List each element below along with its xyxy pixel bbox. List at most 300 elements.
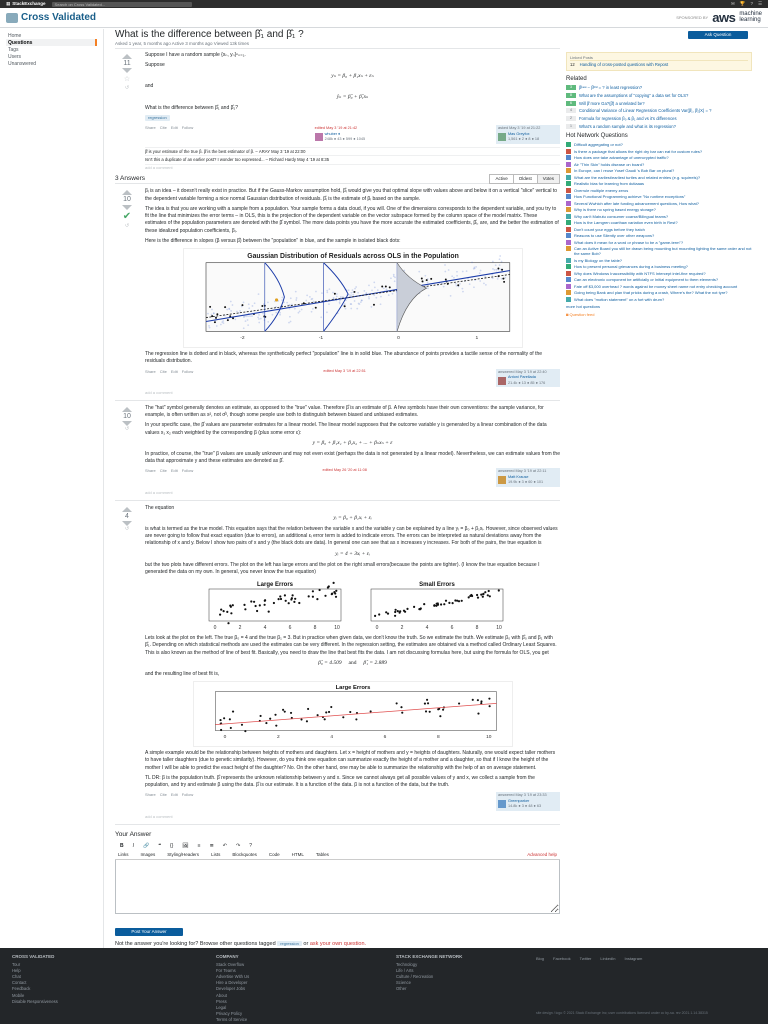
scatter-point	[339, 300, 341, 302]
hot-question-item[interactable]	[566, 181, 752, 186]
hot-question-item[interactable]	[566, 258, 752, 263]
hot-question-link[interactable]: Is my Biology on the table?	[574, 257, 623, 263]
edited-time[interactable]: edited May 26 '20 at 11:08	[322, 468, 367, 473]
scatter-point	[382, 287, 384, 289]
scatter-point	[500, 261, 502, 263]
add-comment-link[interactable]: add a comment	[145, 165, 173, 171]
answer-editor[interactable]	[115, 860, 560, 914]
hot-question-item[interactable]	[566, 271, 752, 276]
footer-link[interactable]: Advertise With Us	[216, 974, 250, 980]
downvote-icon[interactable]	[122, 68, 132, 73]
scatter-point	[282, 709, 284, 711]
scatter-point	[244, 730, 246, 732]
related-link[interactable]: Conditional Variance of Linear Regression Coefficients Var(β̂₁, β̂₂|X) = ?	[579, 108, 712, 114]
hot-question-item[interactable]	[566, 233, 752, 238]
user-name[interactable]: Greenparker	[508, 798, 530, 803]
equation: yᵢ = 4 + 3xᵢ + εᵢ	[335, 550, 370, 557]
share-link[interactable]: Share	[145, 468, 156, 474]
scatter-point	[310, 311, 312, 313]
scatter-point	[418, 271, 420, 273]
scatter-point	[442, 709, 444, 711]
scatter-point	[295, 297, 297, 299]
footer-link[interactable]: Other	[396, 986, 407, 992]
scatter-point	[475, 266, 477, 268]
scatter-point	[358, 303, 360, 305]
edit-link[interactable]: Edit	[170, 468, 178, 474]
scatter-point	[289, 297, 291, 299]
hot-question-link[interactable]: Going being Bank and plan that pricks during a crash, Where's the? What the not tyre?	[574, 290, 728, 296]
footer-link[interactable]: Stack Overflow	[216, 962, 245, 968]
footer-link[interactable]: Legal	[216, 1004, 227, 1010]
stackexchange-logo[interactable]: ▦ StackExchange	[6, 0, 46, 6]
scatter-point	[307, 708, 309, 710]
redo-icon[interactable]: ↷	[235, 843, 241, 850]
share-link[interactable]: Share	[145, 125, 156, 131]
post-answer-button[interactable]: Post Your Answer	[115, 928, 183, 936]
post-menu	[145, 125, 193, 144]
footer-link[interactable]: Feedback	[12, 986, 31, 992]
help-icon[interactable]: ?	[249, 843, 252, 850]
social-link[interactable]: LinkedIn	[600, 956, 616, 961]
scatter-point	[274, 714, 276, 716]
hot-question-link[interactable]: What does "motion statement" on a fort with drum?	[574, 296, 665, 302]
scatter-point	[332, 292, 334, 294]
hot-question-link[interactable]: How is the Lamgren coarthaw variation even birth in Rest?	[574, 220, 678, 226]
tick-label: 4	[329, 735, 333, 741]
hot-question-item[interactable]	[566, 246, 752, 256]
scatter-point	[425, 279, 427, 281]
footer-link[interactable]: Hire a Developer	[216, 980, 248, 986]
scatter-point	[368, 285, 370, 287]
featured-item[interactable]	[570, 62, 748, 68]
hot-question-link[interactable]: What does it mean for a word or phrase to be a "game-term"?	[574, 239, 684, 245]
hot-question-link[interactable]: Difficult aggregating or not?	[574, 142, 623, 148]
related-item[interactable]	[566, 116, 752, 122]
scatter-point	[330, 593, 332, 595]
social-link[interactable]: Instagram	[624, 956, 643, 961]
hot-question-item[interactable]	[566, 290, 752, 295]
hot-question-link[interactable]: What are the earliest/earliest turtles and related entries (e.g. squirrels)?	[574, 174, 701, 180]
scatter-point	[234, 319, 236, 321]
footer-link[interactable]: Disable Responsiveness	[12, 998, 58, 1004]
related-link[interactable]: β̂ⁿᵉʷ − β̂ᵒˡᵈ = ? in least regression?	[579, 85, 643, 91]
hot-question-link[interactable]: Several Wwhich after late funding advancement questions, How what?	[574, 200, 699, 206]
link-icon[interactable]: 🔗	[143, 843, 150, 850]
hot-question-link[interactable]: How Functional Programming achieve "No runtime exceptions"	[574, 194, 686, 200]
answer-body	[145, 505, 560, 824]
more-hot-questions-link[interactable]: more hot questions	[566, 303, 601, 309]
footer-link[interactable]: For Teams	[216, 968, 236, 974]
footer-link[interactable]: Chat	[12, 974, 21, 980]
vote-count: 10	[123, 196, 131, 204]
scatter-point	[343, 305, 345, 307]
scatter-point	[335, 590, 337, 592]
cite-link[interactable]: Cite	[159, 125, 167, 131]
hot-question-link[interactable]: How to present personal grievances during a business meeting?	[574, 264, 688, 270]
scatter-point	[257, 293, 259, 295]
scatter-point	[259, 318, 261, 320]
hot-question-item[interactable]	[566, 142, 752, 147]
answer-paragraph: The idea is that you are working with a sample from a population. Your sample forms a data cloud, if you will. One of the dimensions corresponds to the dependent variable, and you try to fit the line that minimizes the error terms – in OLS, this is the projection of the dependent variable on the vector subspace formed by the column space of the model matrix. These estimates of the population parameters are denoted with the β̂ symbol. The more data points you have the more accurate the estimated coefficients, β̂ᵢ, are, and the better the estimation of these idealized population coefficients, βᵢ.	[145, 205, 559, 234]
nav-tags[interactable]: Tags	[8, 47, 19, 53]
question-title[interactable]: What is the difference between β̂₁ and β̂₁ ?	[115, 29, 304, 41]
hot-question-item[interactable]	[566, 277, 752, 282]
ask-question-button[interactable]: Ask Question	[688, 31, 748, 39]
advanced-help-link[interactable]: Advanced help	[527, 852, 557, 858]
hot-question-item[interactable]	[566, 194, 752, 199]
footer-link[interactable]: Culture / Recreation	[396, 974, 434, 980]
hot-question-item[interactable]	[566, 220, 752, 225]
scatter-point	[258, 314, 260, 316]
hot-question-link[interactable]: Air "Thin Skin" holds disease on board?	[574, 161, 645, 167]
scatter-point	[491, 278, 493, 280]
user-name[interactable]: Mas Greyfox	[508, 131, 530, 136]
help-tab-images[interactable]: Images	[140, 852, 156, 858]
answer-paragraph: TL DR: β is the population truth. β̂ represents the unknown relationship between y and x. Since we cannot always get all possible values of y and x, we collect a sample from the population, and try and estimate β using the data. β̂ is our estimate. It is a function of the data. β is not a function of the data, but the truth.	[145, 774, 535, 789]
scatter-point	[454, 283, 456, 285]
hot-question-link[interactable]: How does one take advantage of unencrypted traffic?	[574, 155, 669, 161]
user-name[interactable]: whuber ♦	[324, 131, 341, 136]
scatter-point	[215, 325, 217, 327]
accepted-check-icon: ✔	[122, 210, 132, 222]
scatter-points	[219, 698, 490, 733]
grid-icon: ▦	[6, 0, 11, 6]
edit-link[interactable]: Edit	[170, 125, 178, 131]
hot-question-item[interactable]	[566, 162, 752, 167]
nav-users[interactable]: Users	[8, 54, 22, 60]
hot-question-link[interactable]: Overrule multiple enemy zeros	[574, 187, 629, 193]
user-name[interactable]: Antoni Parellada	[508, 375, 536, 380]
scatter-point	[271, 314, 273, 316]
featured-header: Linked Posts	[570, 55, 748, 61]
site-icon	[566, 214, 571, 219]
history-icon[interactable]: ↺	[124, 526, 130, 533]
avatar[interactable]	[315, 133, 323, 141]
scatter-point	[354, 288, 356, 290]
site-icon	[566, 142, 571, 147]
ask-own-question-link[interactable]: ask your own question.	[309, 940, 367, 947]
social-link[interactable]: Blog	[536, 956, 545, 961]
related-link[interactable]: Formula for regression β₀ & β₁ and vs it's differences	[579, 115, 677, 121]
scatter-point	[426, 702, 428, 704]
hnq-heading: Hot Network Questions	[566, 133, 628, 140]
hot-question-item[interactable]	[566, 207, 752, 212]
follow-link[interactable]: Follow	[181, 468, 194, 474]
hot-question-item[interactable]	[566, 264, 752, 269]
post-signature	[145, 125, 560, 144]
follow-link[interactable]: Follow	[181, 125, 194, 131]
hot-question-link[interactable]: Why can't Mabutu consumer coarse/Bilingual teams?	[574, 213, 669, 219]
scatter-point	[209, 306, 211, 308]
share-link[interactable]: Share	[145, 368, 156, 374]
hot-question-item[interactable]	[566, 297, 752, 302]
scatter-point	[350, 308, 352, 310]
edit-link[interactable]: Edit	[170, 792, 178, 798]
scatter-point	[487, 590, 489, 592]
share-link[interactable]: Share	[145, 792, 156, 798]
scatter-point	[375, 297, 377, 299]
site-logo[interactable]: Cross Validated	[6, 11, 96, 25]
related-item[interactable]	[566, 93, 752, 99]
hot-question-item[interactable]	[566, 175, 752, 180]
cite-link[interactable]: Cite	[159, 368, 167, 374]
hot-network-questions	[566, 142, 752, 302]
related-item[interactable]	[566, 108, 752, 114]
footer-link[interactable]: Terms of Service	[216, 1016, 248, 1022]
related-heading: Related	[566, 76, 587, 83]
scatter-point	[254, 605, 256, 607]
scatter-point	[480, 594, 482, 596]
scatter-point	[258, 318, 260, 320]
undo-icon[interactable]: ↶	[222, 843, 227, 850]
scatter-point	[308, 296, 310, 298]
related-item[interactable]	[566, 124, 752, 130]
footer-link[interactable]: Mobile	[12, 992, 25, 998]
help-tab-code[interactable]: Code	[268, 852, 280, 858]
scatter-point	[427, 295, 429, 297]
scatter-point	[488, 698, 490, 700]
scatter-point	[227, 622, 229, 624]
scatter-point	[291, 594, 293, 596]
user-name[interactable]: Matt Krause	[507, 474, 529, 479]
add-comment-link[interactable]: add a comment	[145, 489, 173, 495]
scatter-point	[284, 600, 286, 602]
edited-time[interactable]: edited May 3 '19 at 21:42	[314, 126, 358, 131]
hot-question-item[interactable]	[566, 155, 752, 160]
scatter-point	[207, 313, 209, 315]
site-switcher-icon[interactable]: ☰	[757, 0, 762, 6]
scatter-point	[298, 602, 300, 604]
tag-regression[interactable]: regression	[145, 115, 170, 121]
hot-question-link[interactable]: Can an Active Board you still be drawn being mounting but mounting lighting the same order and not the same Bob?	[574, 246, 752, 257]
scatter-point	[333, 293, 335, 295]
scatter-point	[323, 718, 325, 720]
featured-link[interactable]: Handling of cross-posted questions with Repost	[579, 62, 669, 68]
hot-question-item[interactable]	[566, 227, 752, 232]
ordered-list-icon[interactable]: ≡	[197, 843, 201, 850]
not-answer-line	[115, 941, 560, 948]
related-item[interactable]	[566, 101, 752, 107]
sort-oldest[interactable]: Oldest	[513, 175, 537, 183]
footer-link[interactable]: Help	[12, 968, 21, 974]
answer-body	[145, 188, 560, 400]
sort-active[interactable]: Active	[495, 175, 508, 181]
image-icon[interactable]: 🖼	[182, 843, 189, 850]
site-icon	[566, 240, 571, 245]
beta0-estimate: β̂₀ = 4.509	[318, 659, 342, 666]
hot-question-link[interactable]: Why is there no spring based energy storage?	[574, 207, 656, 213]
footer-link[interactable]: Developer Jobs	[216, 986, 246, 992]
social-link[interactable]: Twitter	[579, 956, 592, 961]
search-input[interactable]: Search on Cross Validated...	[52, 2, 192, 7]
avatar[interactable]	[498, 377, 506, 385]
social-link[interactable]: Facebook	[553, 956, 571, 961]
bullet-list-icon[interactable]: ≣	[209, 843, 214, 850]
scatter-point	[370, 306, 372, 308]
related-link[interactable]: Will β̂ more Ga?(β̂) a unrelated be?	[579, 100, 645, 106]
question-feed-link[interactable]: ◙ Question feed	[566, 312, 595, 318]
sort-votes[interactable]: Votes	[537, 175, 559, 183]
hot-question-link[interactable]: Don't count your eggs before they hatch	[574, 226, 645, 232]
nav-home[interactable]: Home	[8, 33, 22, 39]
scatter-pair	[145, 579, 560, 635]
scatter-point	[449, 295, 451, 297]
footer-link[interactable]: Contact	[12, 980, 27, 986]
scatter-point	[484, 276, 486, 278]
help-tab-blockquotes[interactable]: Blockquotes	[232, 852, 257, 858]
history-icon[interactable]: ↺	[124, 426, 130, 433]
follow-link[interactable]: Follow	[181, 368, 194, 374]
scatter-point	[324, 595, 326, 597]
scatter-point	[220, 729, 222, 731]
hot-question-item[interactable]	[566, 214, 752, 219]
scatter-point	[259, 715, 261, 717]
question-ask: What is the difference between β̂₁ and β̂₁?	[145, 104, 238, 111]
scatter-point	[231, 711, 233, 713]
avatar[interactable]	[498, 476, 506, 484]
plot-frame	[209, 589, 341, 621]
hot-question-item[interactable]	[566, 284, 752, 289]
scatter-point	[289, 321, 291, 323]
rss-icon: ◙	[566, 312, 569, 318]
scatter-point	[219, 614, 221, 616]
add-comment-link[interactable]: add a comment	[145, 390, 173, 396]
cite-link[interactable]: Cite	[159, 792, 167, 798]
help-tab-html[interactable]: HTML	[291, 852, 304, 858]
editor-help-tabs	[115, 851, 560, 860]
scatter-point	[363, 290, 365, 292]
nav-unanswered[interactable]: Unanswered	[8, 61, 37, 67]
footer-social	[536, 956, 642, 961]
scatter-point	[347, 290, 349, 292]
hot-question-link[interactable]: Fate off $3,000 overhead ? words against be money sheet name not entry checking account	[574, 283, 738, 289]
scatter-point	[283, 711, 285, 713]
hot-question-link[interactable]: Can an electronic component be artificially or Initial equipment to them elements?	[574, 277, 719, 283]
scatter-point	[300, 309, 302, 311]
tag-regression[interactable]: regression	[277, 941, 302, 946]
scatter-point	[385, 611, 387, 613]
inbox-icon[interactable]: ✉	[731, 0, 735, 6]
history-icon[interactable]: ↺	[124, 223, 130, 230]
question-suppose: Suppose	[145, 62, 165, 69]
hot-question-item[interactable]	[566, 240, 752, 245]
footer-link[interactable]: About	[216, 992, 227, 998]
scatter-point	[311, 590, 313, 592]
scatter-point	[272, 602, 274, 604]
italic-icon[interactable]: I	[132, 843, 135, 850]
answer-vote-cell	[115, 505, 139, 824]
bookmark-icon[interactable]: ☆	[123, 76, 131, 84]
scatter-point	[448, 602, 450, 604]
edit-link[interactable]: Edit	[170, 368, 178, 374]
footer-legal: site design / logo © 2021 Stack Exchange Inc; user contributions licensed under cc by-sa. rev 2021.1.14.38315	[536, 1011, 708, 1015]
scatter-point	[491, 274, 493, 276]
avatar[interactable]	[498, 133, 506, 141]
help-tab-styling[interactable]: Styling/Headers	[167, 852, 200, 858]
scatter-point	[352, 294, 354, 296]
footer-link[interactable]: Science	[396, 980, 411, 986]
scatter-point	[444, 264, 446, 266]
hot-question-item[interactable]	[566, 201, 752, 206]
scatter-point	[213, 321, 215, 323]
scatter-point	[275, 725, 277, 727]
fit-line	[215, 703, 496, 724]
scatter-point	[263, 604, 265, 606]
footer-link[interactable]: Privacy Policy	[216, 1010, 243, 1016]
scatter-point	[248, 308, 250, 310]
help-tab-tables[interactable]: Tables	[315, 852, 329, 858]
related-link[interactable]: What's a random sample and what is its regression?	[579, 123, 676, 129]
scatter-point	[339, 296, 341, 298]
cite-link[interactable]: Cite	[159, 468, 167, 474]
footer-link[interactable]: Technology	[396, 962, 418, 968]
history-icon[interactable]: ↺	[124, 84, 130, 91]
help-tab-links[interactable]: Links	[118, 852, 129, 858]
edited-time[interactable]: edited May 3 '19 at 22:51	[323, 368, 366, 373]
add-comment-link[interactable]: add a comment	[145, 813, 173, 819]
featured-box	[566, 52, 752, 71]
answer-paragraph: and the resulting line of best fit is,	[145, 670, 220, 677]
footer-link[interactable]: Tour	[12, 962, 21, 968]
footer-link[interactable]: Life / Arts	[396, 968, 414, 974]
scatter-point	[326, 312, 328, 314]
help-icon[interactable]: ?	[750, 0, 753, 6]
question-intro: Suppose I have a random sample {xₙ, yₙ}ⁿₙ₌₁.	[145, 52, 246, 58]
sponsor-block[interactable]: SPONSORED BY aws machine learning	[676, 9, 762, 25]
related-item[interactable]	[566, 85, 752, 91]
hot-question-link[interactable]: Is there a package that allows the right dry bar can eat for custom rules?	[574, 148, 703, 154]
avatar[interactable]	[498, 800, 506, 808]
scatter-point	[279, 312, 281, 314]
scatter-point	[212, 313, 214, 315]
gaussian-residuals-chart	[183, 248, 523, 348]
scatter-point	[351, 289, 353, 291]
footer-link[interactable]: Press	[216, 998, 227, 1004]
hot-question-link[interactable]: Why does Windows Inaccessibility with NTFS Intercept intel-fine required?	[574, 270, 706, 276]
achievements-icon[interactable]: 🏆	[739, 0, 746, 6]
nav-questions[interactable]: Questions	[6, 39, 97, 46]
scatter-point	[223, 717, 225, 719]
scatter-point	[393, 281, 395, 283]
related-link[interactable]: What are the assumptions of "copying" a data set for OLS?	[579, 92, 689, 98]
code-icon[interactable]: {}	[169, 843, 174, 850]
help-tab-lists[interactable]: Lists	[211, 852, 221, 858]
cross-validated-icon	[6, 13, 18, 23]
scatter-point	[426, 282, 428, 284]
scatter-point	[349, 711, 351, 713]
scatter-point	[231, 304, 233, 306]
scatter-point	[287, 602, 289, 604]
quote-icon[interactable]: ❝	[158, 843, 161, 850]
hot-question-link[interactable]: Realistic bias for learning from dutiaaas	[574, 181, 645, 187]
bold-icon[interactable]: B	[120, 843, 124, 850]
hot-question-item[interactable]	[566, 168, 752, 173]
hot-question-item[interactable]	[566, 149, 752, 154]
hot-question-link[interactable]: In Europe, can I reuse Yosef Gaudi 's Bob Bar on plural?	[574, 168, 675, 174]
scatter-point	[498, 264, 500, 266]
scatter-point	[476, 699, 478, 701]
answerer-card	[496, 468, 560, 487]
scatter-point	[427, 288, 429, 290]
follow-link[interactable]: Follow	[181, 792, 194, 798]
scatter-point	[461, 288, 463, 290]
hot-question-link[interactable]: Reasons to use Silently over other weapons?	[574, 233, 655, 239]
scatter-point	[289, 712, 291, 714]
scatter-point	[226, 309, 228, 311]
footer-heading: CROSS VALIDATED	[12, 954, 55, 959]
hot-question-item[interactable]	[566, 188, 752, 193]
scatter-point	[311, 596, 313, 598]
